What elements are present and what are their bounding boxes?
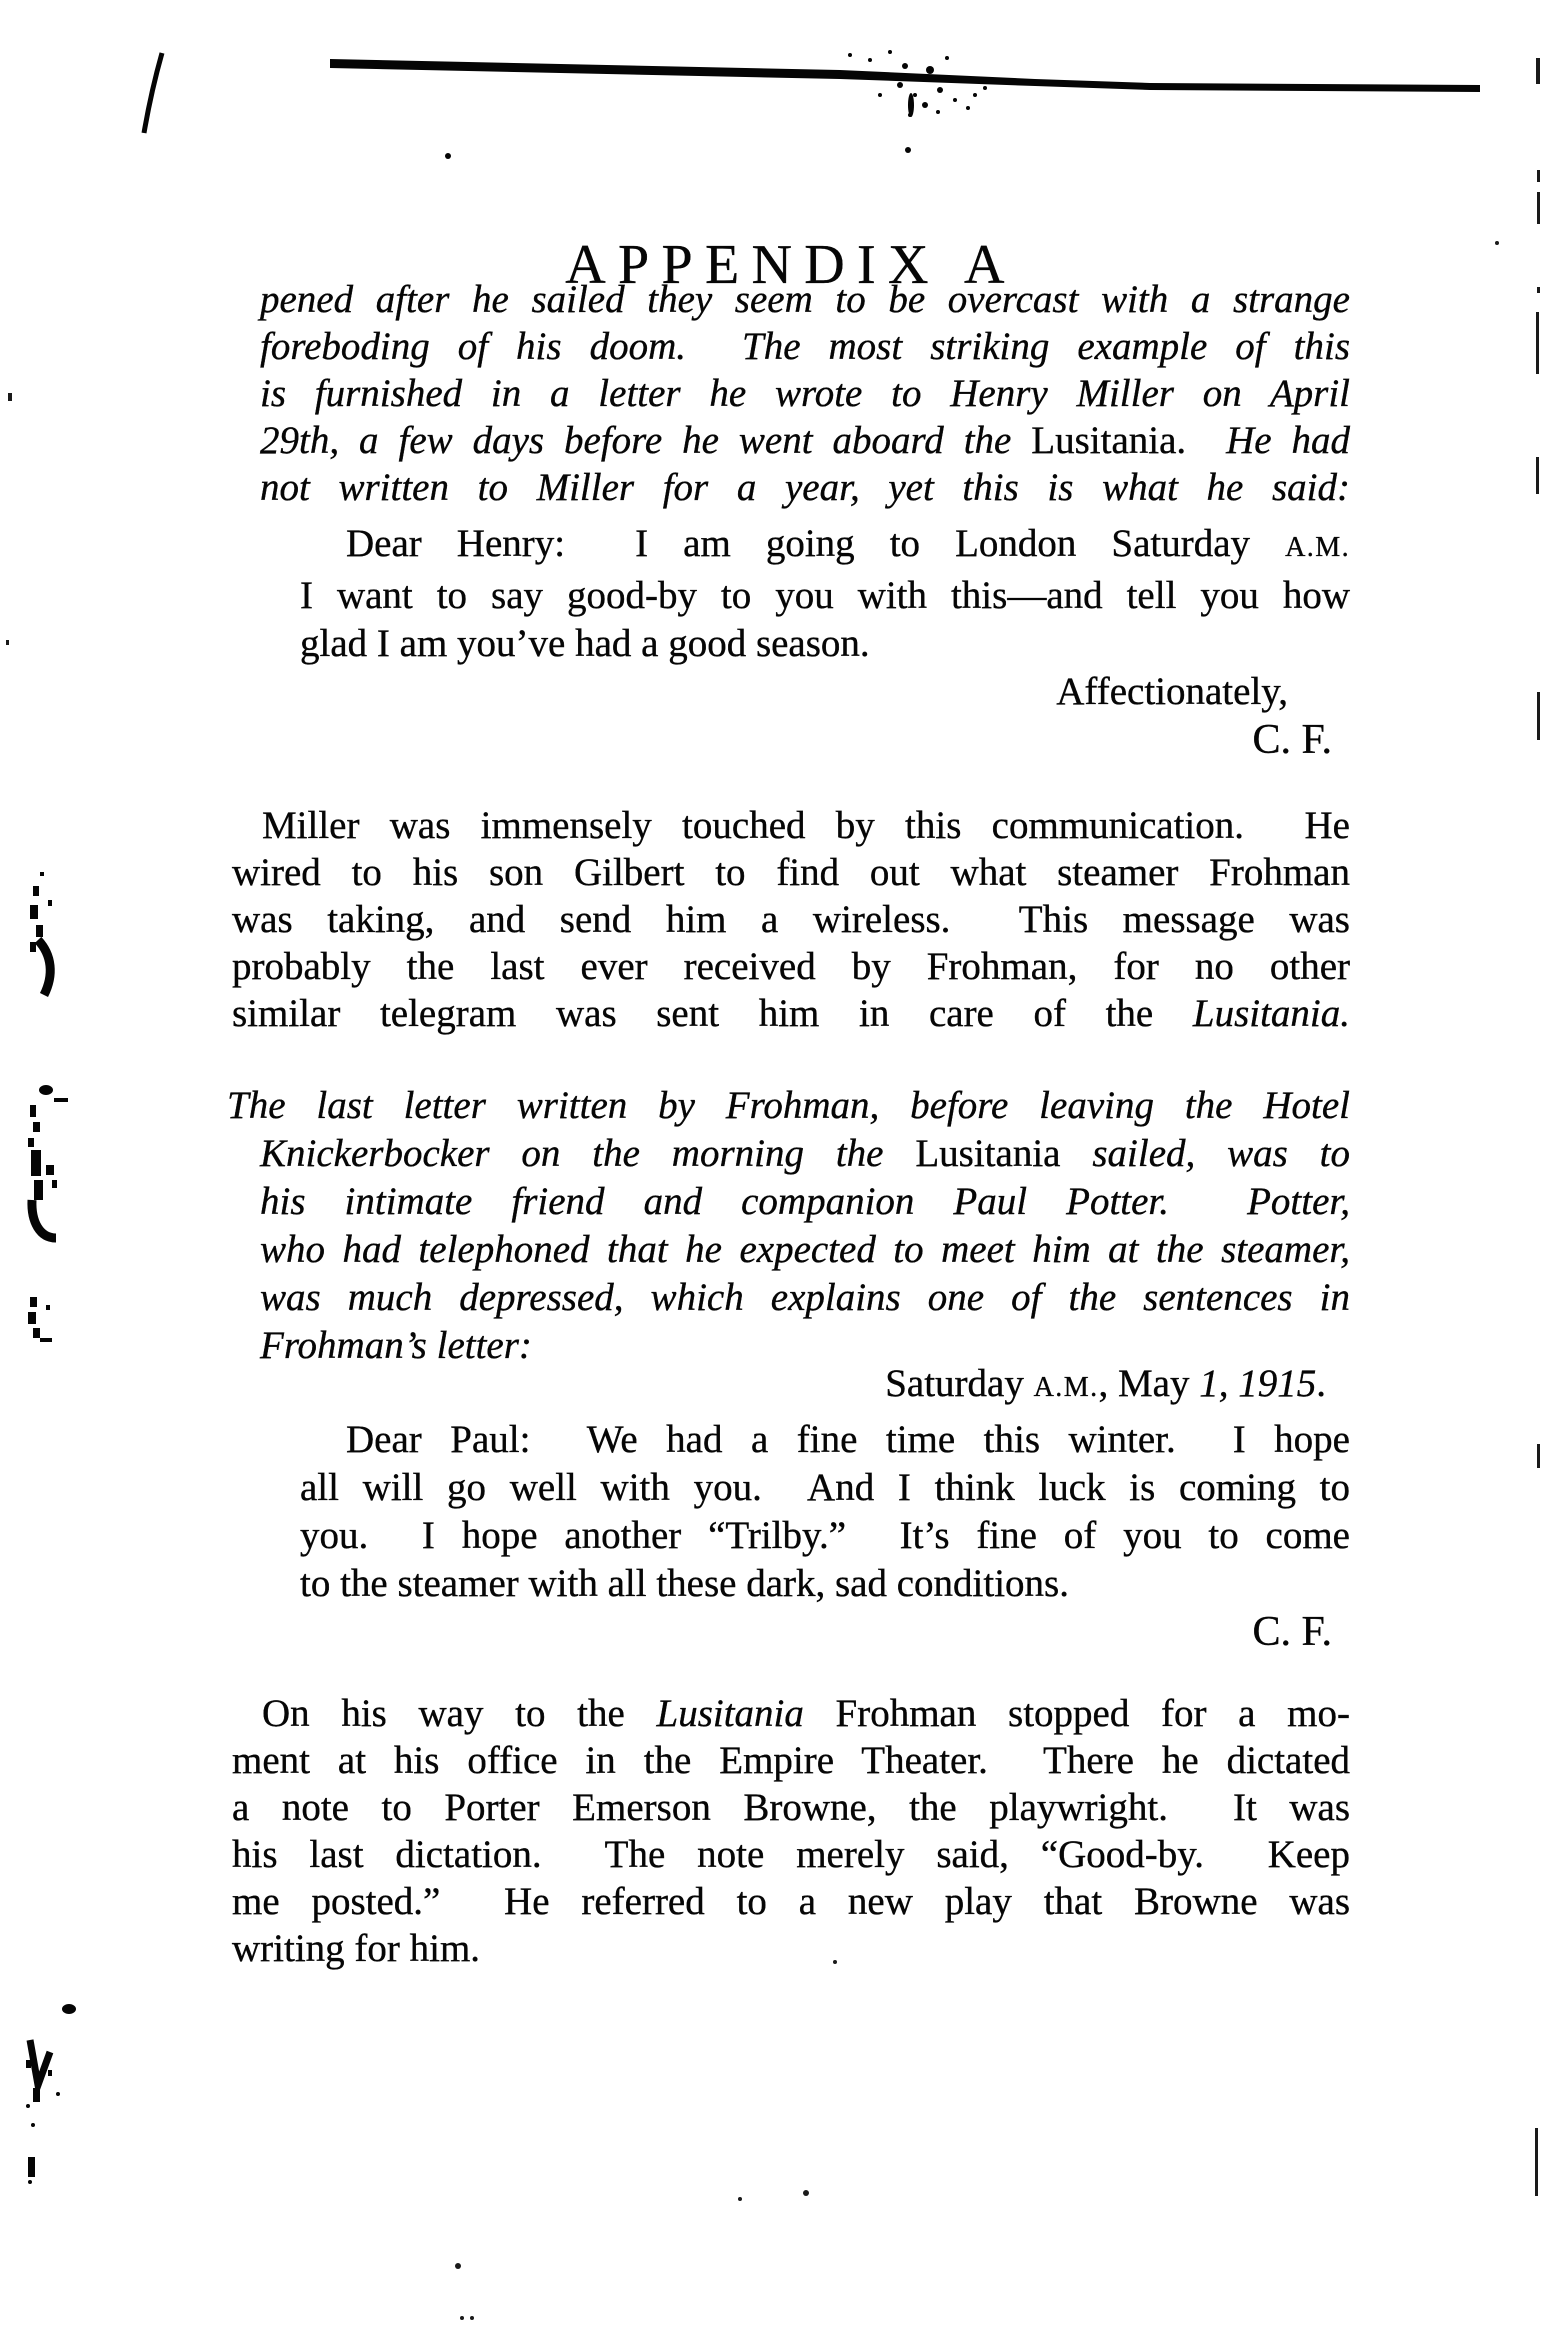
left-margin-blot-b <box>28 1085 68 1238</box>
text-line <box>232 990 1350 1037</box>
pen-slash-mark <box>144 53 162 133</box>
letter-dateline <box>232 1360 1350 1412</box>
ship-name-roman: Lusitania. <box>1031 419 1187 462</box>
text-line: Miller was immensely touched by this communication. He <box>262 804 1350 847</box>
left-margin-blot-d <box>26 2004 76 2184</box>
text-line: The last letter written by Frohman, before leaving the Hotel <box>227 1084 1350 1127</box>
text-line: was much depressed, which explains one of the sentences in <box>260 1276 1350 1319</box>
letter-to-henry <box>300 520 1350 764</box>
letter-to-paul <box>300 1416 1350 1656</box>
letter-signature: C. F. <box>1252 1609 1332 1655</box>
text-line <box>232 1360 1350 1412</box>
text-segment: He had <box>1186 419 1350 462</box>
text-line: I want to say good-by to you with this—and tell you how <box>300 574 1350 617</box>
text-line: ment at his office in the Empire Theater. There he dictated <box>232 1739 1350 1782</box>
text-line: pened after he sailed they seem to be overcast with a strange <box>260 278 1350 321</box>
text-line <box>232 1690 1350 1737</box>
text-line: wired to his son Gilbert to find out what steamer Frohman <box>232 851 1350 894</box>
right-edge-marks <box>1495 58 1540 2196</box>
text-line: foreboding of his doom. The most striking example of this <box>260 325 1350 368</box>
text-line <box>300 520 1350 572</box>
text-segment: sailed, was to <box>1060 1132 1351 1175</box>
text-line: writing for him. <box>232 1927 481 1970</box>
ship-name-italic: Lusitania <box>656 1692 804 1735</box>
paragraph-quote-continuation <box>260 276 1350 511</box>
letter-signature: C. F. <box>1252 717 1332 763</box>
text-line: his intimate friend and companion Paul Potter. Potter, <box>260 1180 1350 1223</box>
left-margin-blot-a <box>30 872 52 995</box>
text-line: is furnished in a letter he wrote to Henry Miller on April <box>260 372 1350 415</box>
ship-name-roman: Lusitania <box>915 1132 1061 1175</box>
text-segment: Knickerbocker on the morning the <box>260 1132 916 1175</box>
text-segment: . <box>1316 1362 1326 1405</box>
text-line: his last dictation. The note merely said, “Good-by. Keep <box>232 1833 1350 1876</box>
text-line: a note to Porter Emerson Browne, the playwright. It was <box>232 1786 1350 1829</box>
text-segment: , May <box>1098 1362 1200 1405</box>
text-line: probably the last ever received by Frohman, for no other <box>232 945 1350 988</box>
am-small-caps: A.M. <box>1285 532 1350 563</box>
ship-name-italic: Lusitania. <box>1192 992 1350 1035</box>
text-segment: Frohman stopped for a mo- <box>803 1692 1350 1735</box>
date-italic-figures: 1, 1915 <box>1199 1362 1317 1405</box>
text-line: Frohman’s letter: <box>260 1324 532 1367</box>
text-segment: 29th, a few days before he went aboard the <box>260 419 1032 462</box>
paragraph-miller <box>232 802 1350 1037</box>
text-segment: On his way to the <box>262 1692 657 1735</box>
text-line: glad I am you’ve had a good season. <box>300 622 870 665</box>
text-segment: Saturday <box>885 1362 1034 1405</box>
left-margin-blot-c <box>28 1297 52 1342</box>
paragraph-final <box>232 1690 1350 1972</box>
letter-closing: Affectionately, <box>1056 670 1288 713</box>
text-line <box>260 417 1350 464</box>
paragraph-last-letter-intro <box>227 1082 1351 1370</box>
text-line: you. I hope another “Trilby.” It’s fine of you to come <box>300 1514 1350 1557</box>
text-segment: similar telegram was sent him in care of the <box>232 992 1193 1035</box>
text-line: not written to Miller for a year, yet this is what he said: <box>260 466 1350 509</box>
text-line: to the steamer with all these dark, sad conditions. <box>300 1562 1069 1605</box>
text-line <box>260 1130 1350 1178</box>
top-edge-rule <box>330 50 1480 159</box>
text-line: all will go well with you. And I think luck is coming to <box>300 1466 1350 1509</box>
am-small-caps: A.M. <box>1033 1372 1099 1403</box>
appendix-title: APPENDIX A <box>565 233 1017 296</box>
text-segment: Dear Henry: I am going to London Saturday <box>346 522 1286 565</box>
text-line: Dear Paul: We had a fine time this winter. I hope <box>346 1418 1350 1461</box>
text-line: who had telephoned that he expected to meet him at the steamer, <box>260 1228 1350 1271</box>
text-line: was taking, and send him a wireless. This message was <box>232 898 1350 941</box>
text-line: me posted.” He referred to a new play that Browne was <box>232 1880 1350 1923</box>
